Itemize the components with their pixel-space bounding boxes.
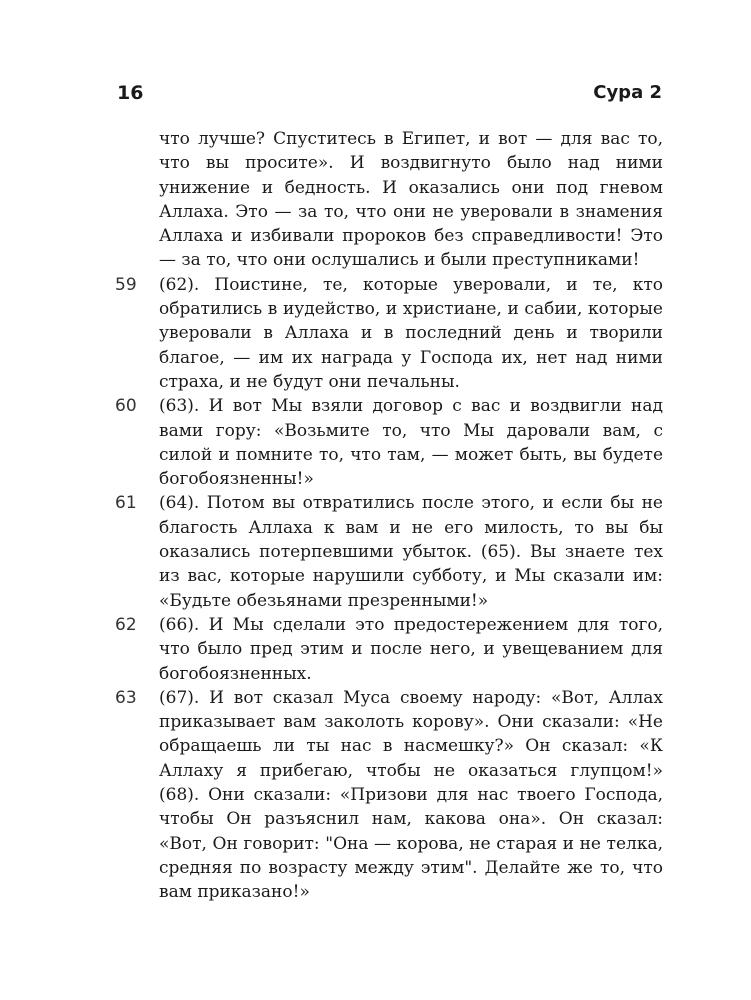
verse-60 <box>115 394 663 491</box>
verse-61 <box>115 491 663 612</box>
verse-number: 60 <box>115 396 137 417</box>
verse-63 <box>115 686 663 905</box>
verse-text: (67). И вот сказал Муса своему народу: «Вот, Аллах приказывает вам заколоть корову». Они сказали: «Не обращаешь ли ты нас в насмешку?» Он сказал: «К Аллаху я прибегаю, чтобы не оказаться глупцом!» (68). Они сказали: «Призови для нас твоего Господа, чтобы Он разъяснил нам, какова она». Он сказал: «Вот, Он говорит: "Она — корова, не старая и не телка, средняя по возрасту между этим". Делайте же то, что вам приказано!» <box>159 687 663 903</box>
page-body <box>0 127 751 905</box>
page-header <box>117 82 662 112</box>
verse-continuation <box>159 127 663 273</box>
verse-text: что лучше? Спуститесь в Египет, и вот — для вас то, что вы просите». И воздвигнуто было над ними унижение и бедность. И оказались они под гневом Аллаха. Это — за то, что они не уверовали в знамения Аллаха и избивали пророков без справедливости! Это — за то, что они ослушались и были преступниками! <box>159 129 663 271</box>
page-number: 16 <box>117 82 144 104</box>
verse-text: (66). И Мы сделали это предостережением для того, что было пред этим и после него, и увещеванием для богобоязненных. <box>159 614 663 684</box>
verse-number: 63 <box>115 687 137 708</box>
running-head: Сура 2 <box>593 82 662 103</box>
verse-number: 59 <box>115 274 137 295</box>
verse-text: (64). Потом вы отвратились после этого, и если бы не благость Аллаха к вам и не его милость, то вы бы оказались потерпевшими убыток. (65). Вы знаете тех из вас, которые нарушили субботу, и Мы сказали им: «Будьте обезьянами презренными!» <box>159 493 663 611</box>
verse-number: 62 <box>115 614 137 635</box>
verse-62 <box>115 613 663 686</box>
verse-text: (62). Поистине, те, которые уверовали, и те, кто обратились в иудейство, и христиане, и сабии, которые уверовали в Аллаха и в последний день и творили благое, — им их награда у Господа их, нет над ними страха, и не будут они печальны. <box>159 274 663 392</box>
verse-text: (63). И вот Мы взяли договор с вас и воздвигли над вами гору: «Возьмите то, что Мы даровали вам, с силой и помните то, что там, — может быть, вы будете богобоязненны!» <box>159 396 663 490</box>
verse-number: 61 <box>115 493 137 514</box>
verse-59 <box>115 273 663 394</box>
